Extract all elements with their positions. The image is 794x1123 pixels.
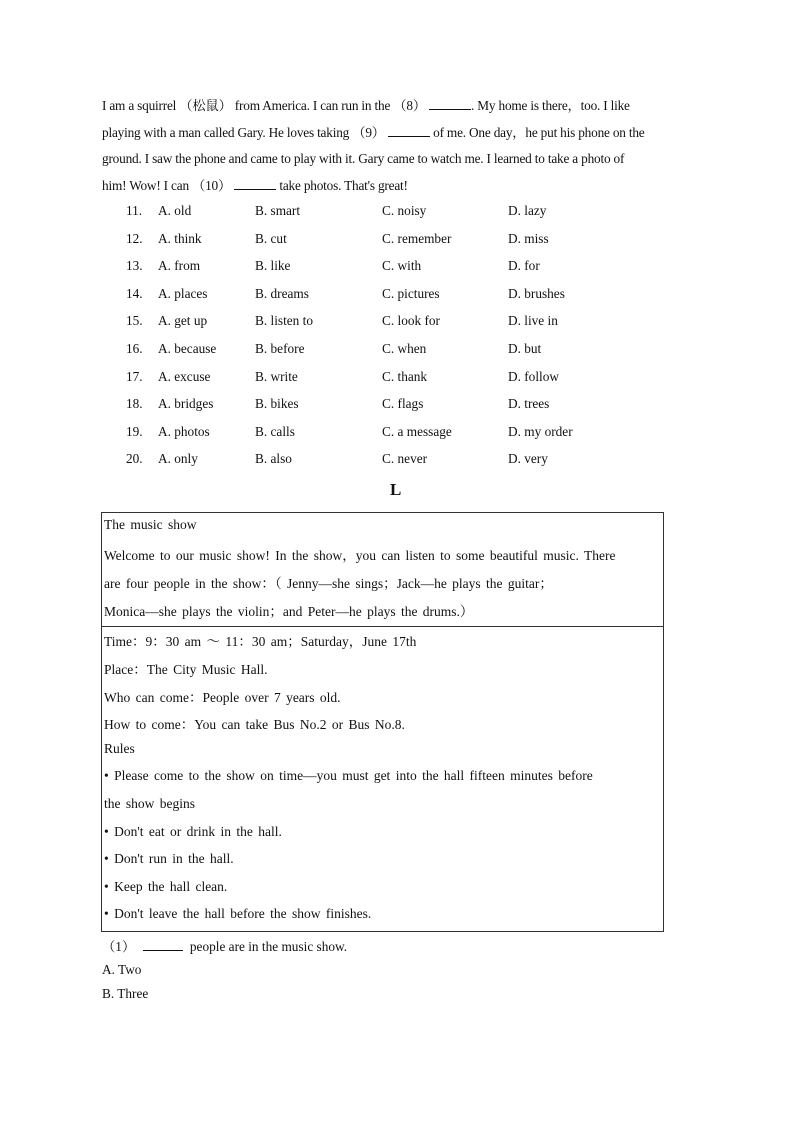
option-d[interactable]: D. brushes [508,286,565,301]
question-number: 18. [126,396,143,411]
option-c[interactable]: C. never [382,451,428,466]
notice-rule: • Don't leave the hall before the show finishes. [104,906,372,921]
notice-rule: • Don't run in the hall. [104,851,234,866]
option-a[interactable]: A. think [158,231,202,246]
option-c[interactable]: C. with [382,258,422,273]
passage-text: take photos. That's great! [279,178,408,194]
option-a[interactable]: A. get up [158,313,208,328]
passage-text: him! Wow! I can （10） [102,178,232,194]
passage-line [102,120,702,147]
question-text: people are in the music show. [189,939,348,954]
option-d[interactable]: D. but [508,341,542,356]
passage-text: . My home is there，too. I like [471,98,630,113]
question-number: （1） [102,939,136,954]
option-d[interactable]: D. for [508,258,540,273]
option-c[interactable]: C. flags [382,396,424,411]
option-a[interactable]: A. photos [158,424,210,439]
passage-text: of me. One day，he put his phone on the [433,124,645,140]
choice-b[interactable]: B. Three [102,986,149,1001]
option-b[interactable]: B. bikes [255,396,299,411]
passage-text: I am a squirrel （松鼠） from America. I can run in the （8） [102,98,426,113]
option-d[interactable]: D. miss [508,231,549,246]
notice-place: Place：The City Music Hall. [104,662,268,677]
question-number: 11. [126,203,143,218]
notice-rule: the show begins [104,796,195,811]
option-d[interactable]: D. live in [508,313,558,328]
option-c[interactable]: C. noisy [382,203,427,218]
question-number: 17. [126,369,143,384]
option-d[interactable]: D. follow [508,369,559,384]
option-b[interactable]: B. write [255,369,298,384]
notice-intro-line: Monica—she plays the violin；and Peter—he plays the drums.） [104,604,474,619]
choice-a[interactable]: A. Two [102,962,142,977]
option-a[interactable]: A. from [158,258,201,273]
option-c[interactable]: C. when [382,341,427,356]
option-a[interactable]: A. only [158,451,198,466]
music-show-notice [101,512,664,932]
option-c[interactable]: C. remember [382,231,452,246]
notice-time: Time：9：30 am ～ 11：30 am；Saturday，June 17th [104,634,417,649]
notice-rule: • Keep the hall clean. [104,879,228,894]
option-d[interactable]: D. trees [508,396,550,411]
option-b[interactable]: B. listen to [255,313,313,328]
passage-line [102,93,702,120]
question-number: 19. [126,424,143,439]
notice-rule: • Please come to the show on time—you must get into the hall fifteen minutes before [104,768,593,783]
question-number: 12. [126,231,143,246]
notice-how: How to come：You can take Bus No.2 or Bus No.8. [104,717,405,732]
option-a[interactable]: A. old [158,203,192,218]
notice-divider [102,626,663,627]
passage-line [102,173,702,200]
option-b[interactable]: B. before [255,341,305,356]
option-b[interactable]: B. also [255,451,292,466]
notice-rules-heading: Rules [104,741,135,756]
section-letter: L [390,480,402,499]
notice-rule: • Don't eat or drink in the hall. [104,824,282,839]
cloze-passage [102,93,702,200]
question-number: 16. [126,341,143,356]
notice-title: The music show [104,517,197,532]
answer-blank-q1[interactable] [143,936,183,951]
question-number: 15. [126,313,143,328]
option-b[interactable]: B. dreams [255,286,309,301]
passage-text: playing with a man called Gary. He loves taking （9） [102,124,385,140]
notice-intro-line: Welcome to our music show! In the show，you can listen to some beautiful music. There [104,548,616,563]
option-b[interactable]: B. cut [255,231,287,246]
question-number: 14. [126,286,143,301]
notice-intro-line: are four people in the show：（ Jenny—she sings；Jack—he plays the guitar； [104,576,553,591]
option-a[interactable]: A. bridges [158,396,214,411]
option-c[interactable]: C. thank [382,369,428,384]
option-d[interactable]: D. lazy [508,203,547,218]
option-b[interactable]: B. smart [255,203,301,218]
option-a[interactable]: A. places [158,286,208,301]
option-c[interactable]: C. pictures [382,286,440,301]
option-b[interactable]: B. calls [255,424,295,439]
answer-blank-9[interactable] [388,122,430,137]
option-d[interactable]: D. my order [508,424,573,439]
option-a[interactable]: A. because [158,341,217,356]
passage-line: ground. I saw the phone and came to play with it. Gary came to watch me. I learned to take a photo of [102,151,625,167]
option-b[interactable]: B. like [255,258,291,273]
option-d[interactable]: D. very [508,451,548,466]
answer-blank-8[interactable] [429,95,471,110]
question-number: 13. [126,258,143,273]
option-c[interactable]: C. look for [382,313,440,328]
option-c[interactable]: C. a message [382,424,452,439]
answer-blank-10[interactable] [234,175,276,190]
question-stem [102,936,347,955]
notice-who: Who can come：People over 7 years old. [104,690,341,705]
option-a[interactable]: A. excuse [158,369,211,384]
question-number: 20. [126,451,143,466]
